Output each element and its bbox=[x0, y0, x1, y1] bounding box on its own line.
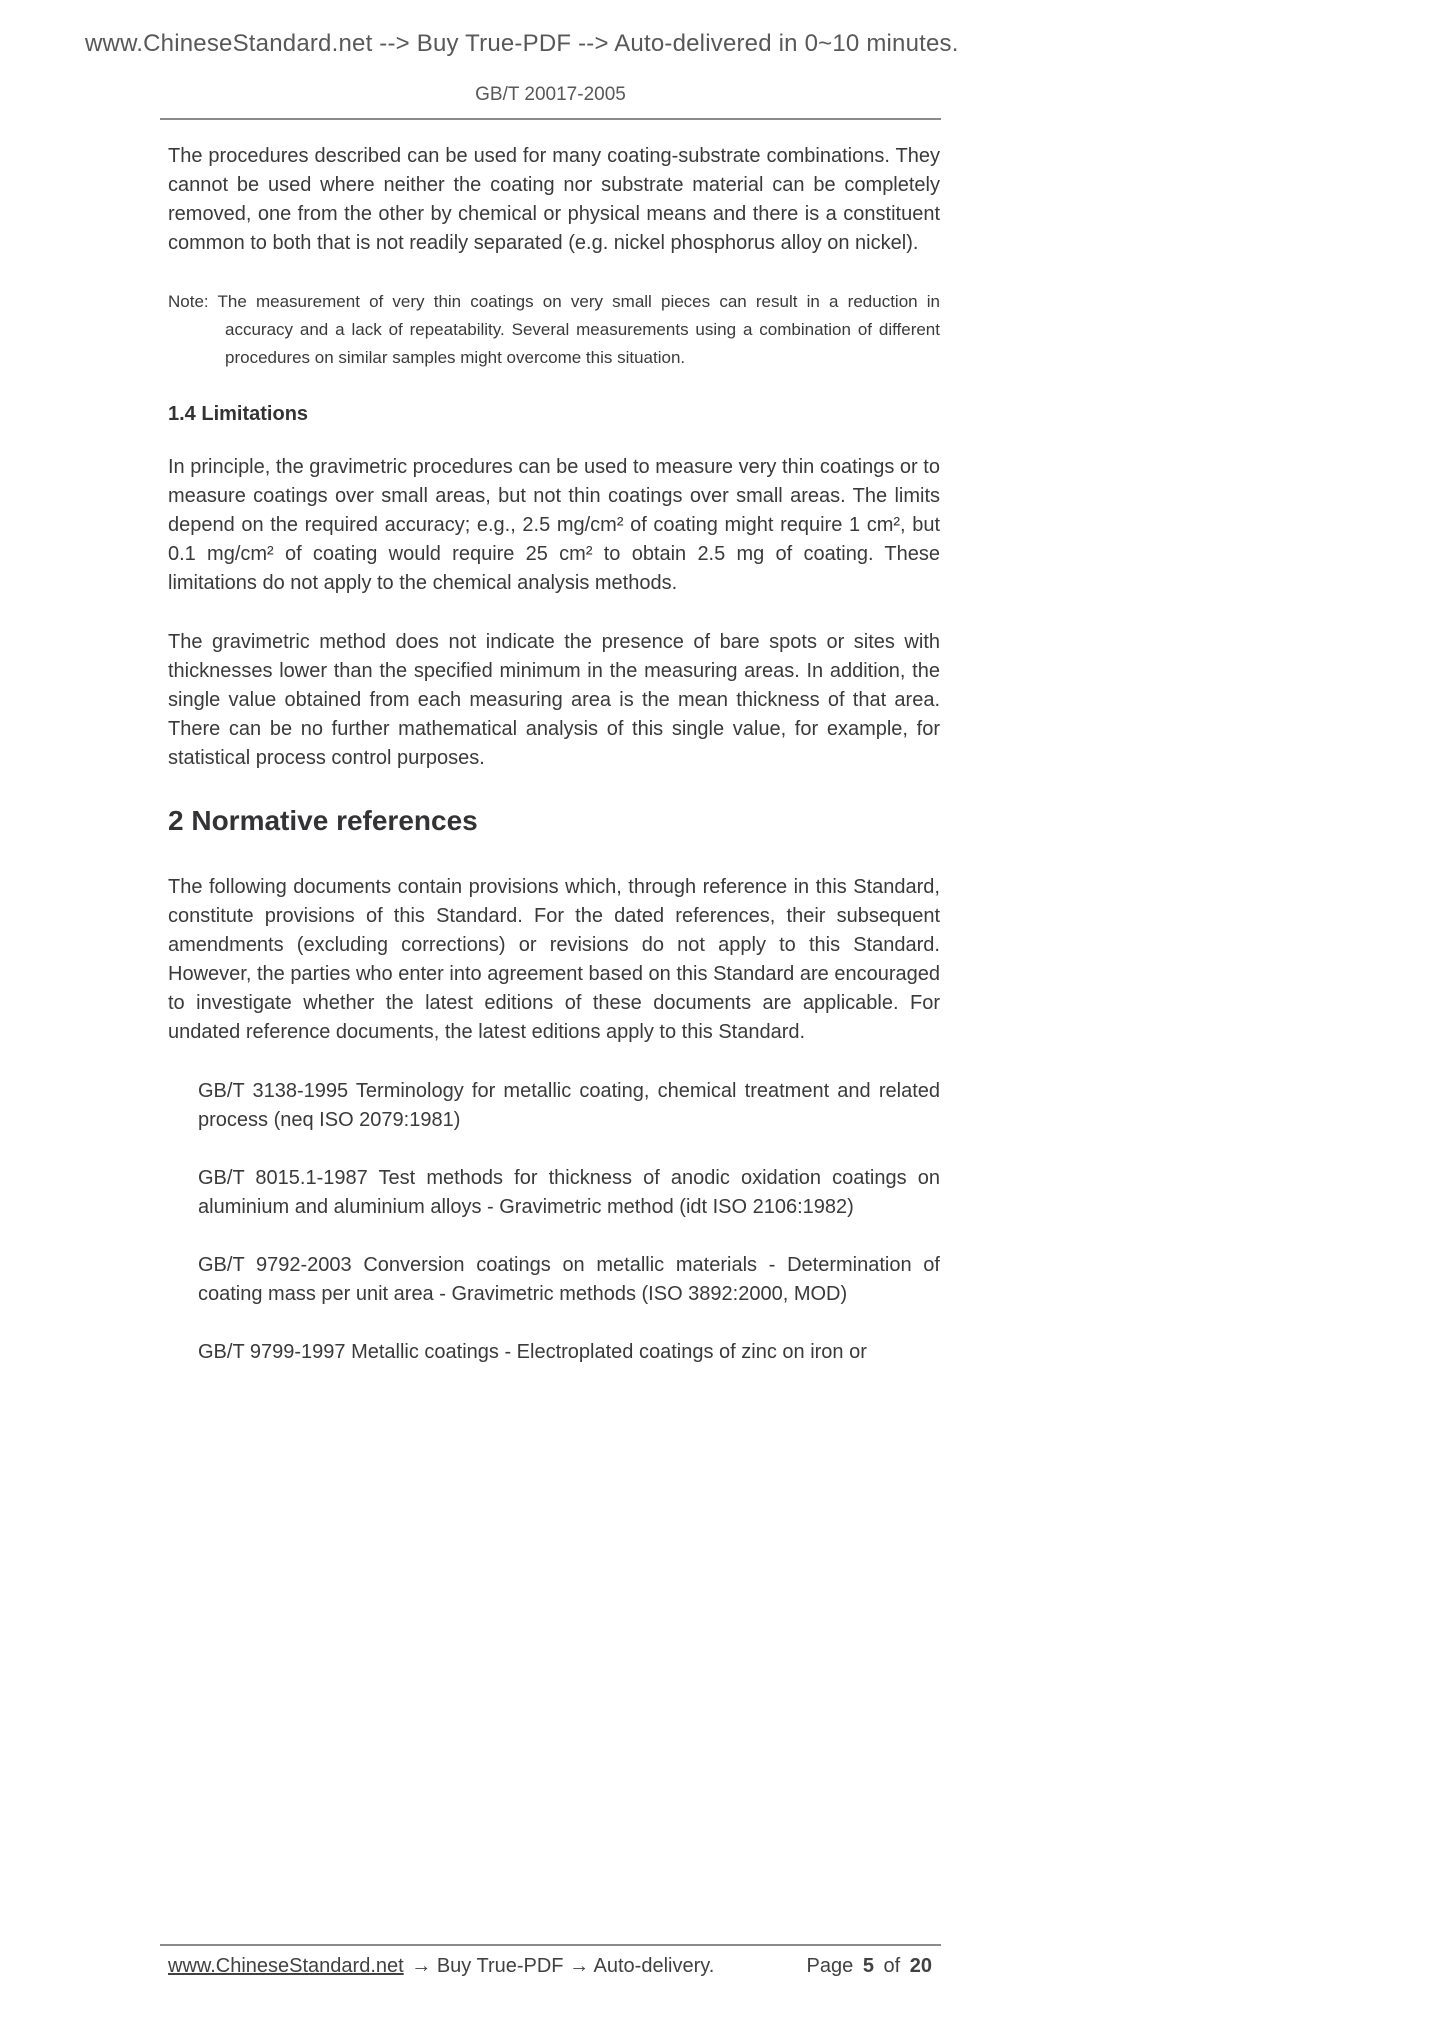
normative-intro-paragraph: The following documents contain provisions which, through reference in this Standard, constitute provisions of this Standard. For the dated references, their subsequent amendments (excluding corrections) or revisions do not apply to this Standard. However, the parties who enter into agreement based on this Standard are encouraged to investigate whether the latest editions of these documents are applicable. For undated reference documents, the latest editions apply to this Standard. bbox=[168, 876, 940, 1043]
document-body bbox=[168, 142, 940, 1396]
intro-paragraph: The procedures described can be used for many coating-substrate combinations. They cannot be used where neither the coating nor substrate material can be completely removed, one from the other by chemical or physical means and there is a constituent common to both that is not readily separated (e.g. nickel phosphorus alloy on nickel). bbox=[168, 145, 940, 254]
header-promo-text: www.ChineseStandard.net --> Buy True-PDF --> Auto-delivered in 0~10 minutes. bbox=[85, 30, 959, 57]
page-label: Page bbox=[806, 1955, 854, 1977]
page-indicator bbox=[803, 1955, 932, 1978]
note bbox=[168, 288, 940, 372]
limitations-paragraph-1: In principle, the gravimetric procedures can be used to measure very thin coatings or to measure coatings over small areas, but not thin coatings over small areas. The limits depend on the required accuracy; e.g., 2.5 mg/cm² of coating might require 1 cm², but 0.1 mg/cm² of coating would require 25 cm² to obtain 2.5 mg of coating. These limitations do not apply to the chemical analysis methods. bbox=[168, 456, 940, 594]
footer-site-link[interactable]: www.ChineseStandard.net bbox=[168, 1955, 404, 1977]
reference-item: GB/T 3138-1995 Terminology for metallic coating, chemical treatment and related process (neq ISO 2079:1981) bbox=[198, 1080, 940, 1131]
limitations-paragraph-2: The gravimetric method does not indicate the presence of bare spots or sites with thicknesses lower than the specified minimum in the measuring areas. In addition, the single value obtained from each measuring area is the mean thickness of that area. There can be no further mathematical analysis of this single value, for example, for statistical process control purposes. bbox=[168, 631, 940, 769]
reference-item: GB/T 9799-1997 Metallic coatings - Electroplated coatings of zinc on iron or bbox=[198, 1341, 867, 1363]
section-heading-normative-references: 2 Normative references bbox=[168, 805, 478, 836]
footer-promo bbox=[168, 1955, 716, 1978]
footer-divider bbox=[160, 1944, 941, 1946]
doc-number: GB/T 20017-2005 bbox=[475, 84, 626, 105]
note-label: Note: bbox=[168, 292, 209, 311]
page-total: 20 bbox=[909, 1955, 932, 1977]
footer bbox=[168, 1955, 932, 1978]
page-number: 5 bbox=[862, 1955, 874, 1977]
reference-item: GB/T 8015.1-1987 Test methods for thickness of anodic oxidation coatings on aluminium and aluminium alloys - Gravimetric method (idt ISO 2106:1982) bbox=[198, 1167, 940, 1218]
note-text: The measurement of very thin coatings on very small pieces can result in a reduction in accuracy and a lack of repeatability. Several measurements using a combination of different procedures on similar samples might overcome this situation. bbox=[217, 292, 941, 367]
header-divider bbox=[160, 118, 941, 120]
reference-item: GB/T 9792-2003 Conversion coatings on metallic materials - Determination of coating mass per unit area - Gravimetric methods (ISO 3892:2000, MOD) bbox=[198, 1254, 940, 1305]
footer-tagline: → Buy True-PDF → Auto-delivery. bbox=[411, 1955, 715, 1977]
section-heading-limitations: 1.4 Limitations bbox=[168, 403, 309, 425]
of-label: of bbox=[883, 1955, 901, 1977]
